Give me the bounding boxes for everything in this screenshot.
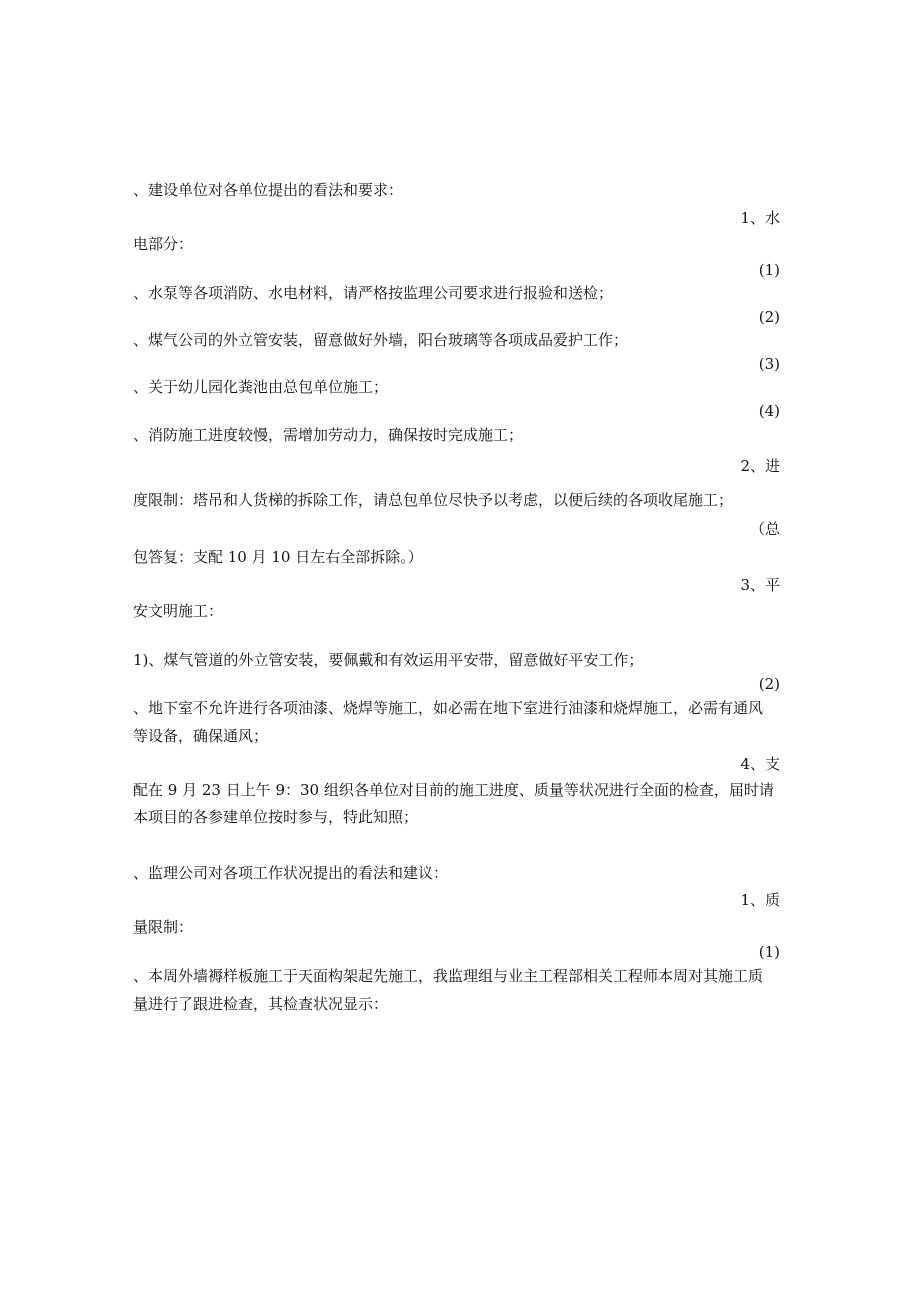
paragraph-line: 包答复：支配 10 月 10 日左右全部拆除。） [133,548,423,566]
paragraph-line: 1)、煤气管道的外立管安装，要佩戴和有效运用平安带，留意做好平安工作； [133,651,644,669]
item-number: 4、支 [740,755,780,773]
paragraph-line: 、消防施工进度较慢，需增加劳动力，确保按时完成施工； [133,426,524,444]
item-number: 2、进 [740,457,780,475]
section-heading-owner: 、建设单位对各单位提出的看法和要求： [133,181,404,199]
paragraph-line: 、水泵等各项消防、水电材料，请严格按监理公司要求进行报验和送检； [133,284,614,302]
paragraph-line: 量进行了跟进检查，其检查状况显示： [133,995,389,1013]
item-number: （总 [749,520,780,538]
paragraph-line: 安文明施工： [133,602,224,620]
item-number: (2) [758,675,780,693]
paragraph-line: 电部分： [133,235,194,253]
paragraph-line: 、地下室不允许进行各项油漆、烧焊等施工，如必需在地下室进行油漆和烧焊施工，必需有通风 [133,699,764,717]
paragraph-line: 、本周外墙褥样板施工于天面构架起先施工，我监理组与业主工程部相关工程师本周对其施工质 [133,967,764,985]
item-number: (1) [758,261,780,279]
paragraph-line: 量限制： [133,918,194,936]
paragraph-line: 、关于幼儿园化粪池由总包单位施工； [133,378,389,396]
item-number: (2) [758,308,780,326]
item-number: 1、水 [740,209,780,227]
paragraph-line: 度限制：塔吊和人货梯的拆除工作，请总包单位尽快予以考虑，以便后续的各项收尾施工； [133,491,734,509]
paragraph-line: 配在 9 月 23 日上午 9：30 组织各单位对目前的施工进度、质量等状况进行全面的检查，届时请 [133,781,774,799]
item-number: (3) [758,355,780,373]
section-heading-supervision: 、监理公司对各项工作状况提出的看法和建议： [133,864,449,882]
item-number: 3、平 [740,576,780,594]
item-number: 1、质 [740,891,780,909]
item-number: (4) [758,402,780,420]
item-number: (1) [758,943,780,961]
paragraph-line: 本项目的各参建单位按时参与，特此知照； [133,808,419,826]
paragraph-line: 、煤气公司的外立管安装，留意做好外墙，阳台玻璃等各项成品爱护工作； [133,331,629,349]
paragraph-line: 等设备，确保通风； [133,727,269,745]
